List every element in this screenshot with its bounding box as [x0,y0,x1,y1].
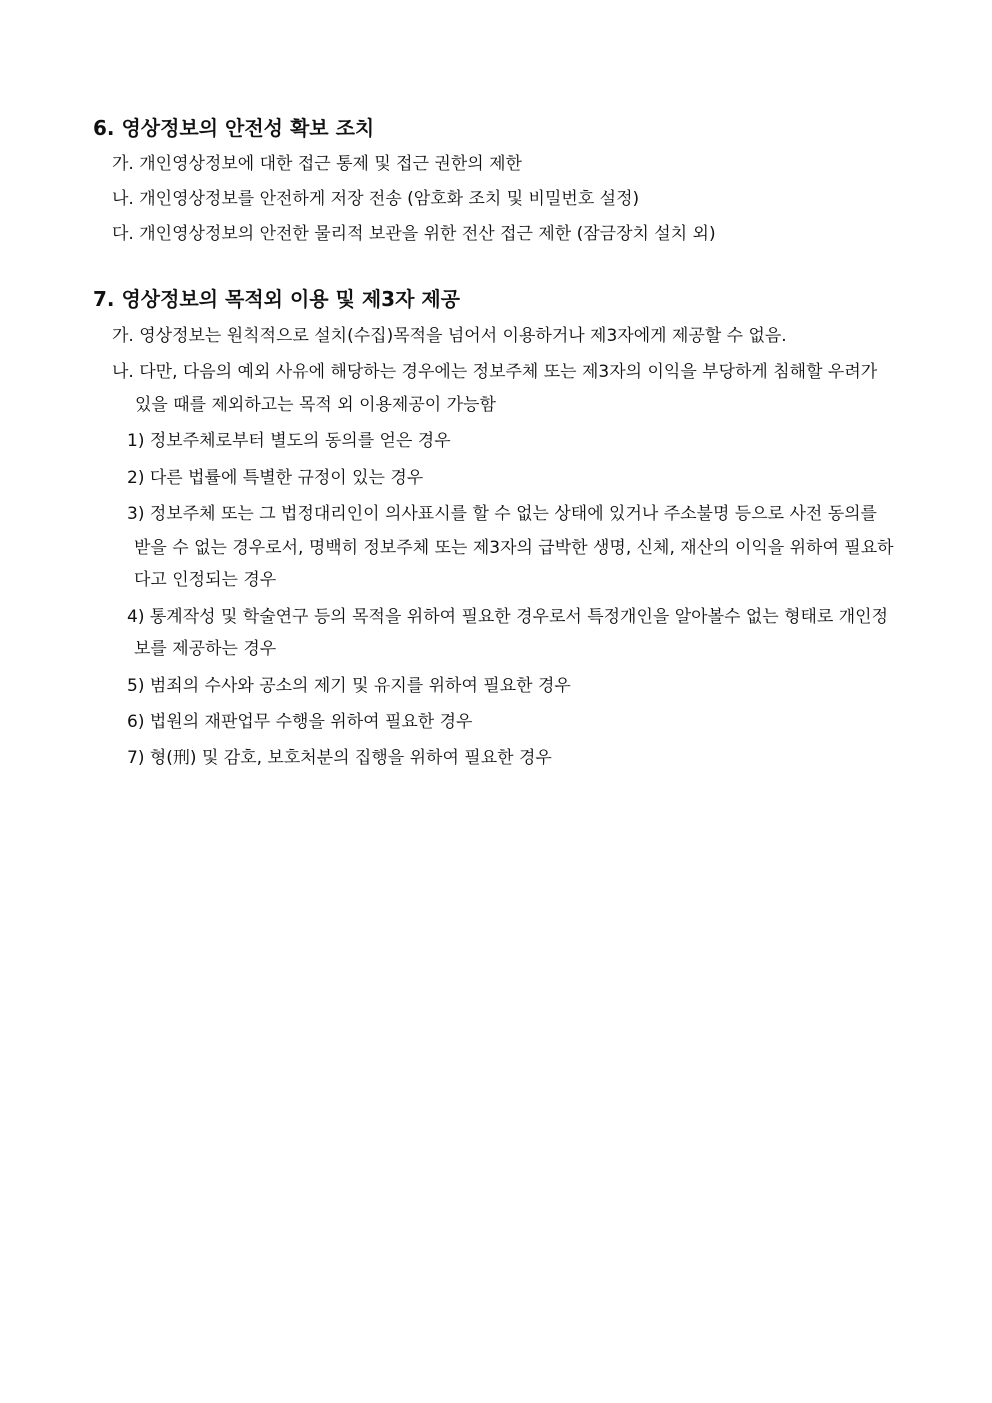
exception-item: 5) 범죄의 수사와 공소의 제기 및 유지를 위하여 필요한 경우 [127,676,571,696]
list-item-continuation: 있을 때를 제외하고는 목적 외 이용제공이 가능함 [135,395,496,415]
exception-item: 6) 법원의 재판업무 수행을 위하여 필요한 경우 [127,712,473,732]
section-7-heading: 7. 영상정보의 목적외 이용 및 제3자 제공 [93,287,461,311]
exception-item: 3) 정보주체 또는 그 법정대리인이 의사표시를 할 수 없는 상태에 있거나 주소불명 등으로 사전 동의를 [127,504,877,524]
exception-item-continuation: 다고 인정되는 경우 [134,570,277,590]
list-item: 나. 다만, 다음의 예외 사유에 해당하는 경우에는 정보주체 또는 제3자의 이익을 부당하게 침해할 우려가 [112,362,878,382]
list-item: 다. 개인영상정보의 안전한 물리적 보관을 위한 전산 접근 제한 (잠금장치 설치 외) [112,224,716,244]
exception-item-continuation: 받을 수 없는 경우로서, 명백히 정보주체 또는 제3자의 급박한 생명, 신체, 재산의 이익을 위하여 필요하 [134,538,894,558]
list-item: 나. 개인영상정보를 안전하게 저장 전송 (암호화 조치 및 비밀번호 설정) [112,189,640,209]
exception-item: 4) 통계작성 및 학술연구 등의 목적을 위하여 필요한 경우로서 특정개인을 알아볼수 없는 형태로 개인정 [127,607,888,627]
exception-item: 2) 다른 법률에 특별한 규정이 있는 경우 [127,468,424,488]
exception-item: 1) 정보주체로부터 별도의 동의를 얻은 경우 [127,431,451,451]
exception-item-continuation: 보를 제공하는 경우 [134,639,277,659]
section-6-heading: 6. 영상정보의 안전성 확보 조치 [93,116,375,140]
list-item: 가. 개인영상정보에 대한 접근 통제 및 접근 권한의 제한 [112,154,522,174]
exception-item: 7) 형(刑) 및 감호, 보호처분의 집행을 위하여 필요한 경우 [127,748,552,768]
list-item: 가. 영상정보는 원칙적으로 설치(수집)목적을 넘어서 이용하거나 제3자에게 제공할 수 없음. [112,326,787,346]
